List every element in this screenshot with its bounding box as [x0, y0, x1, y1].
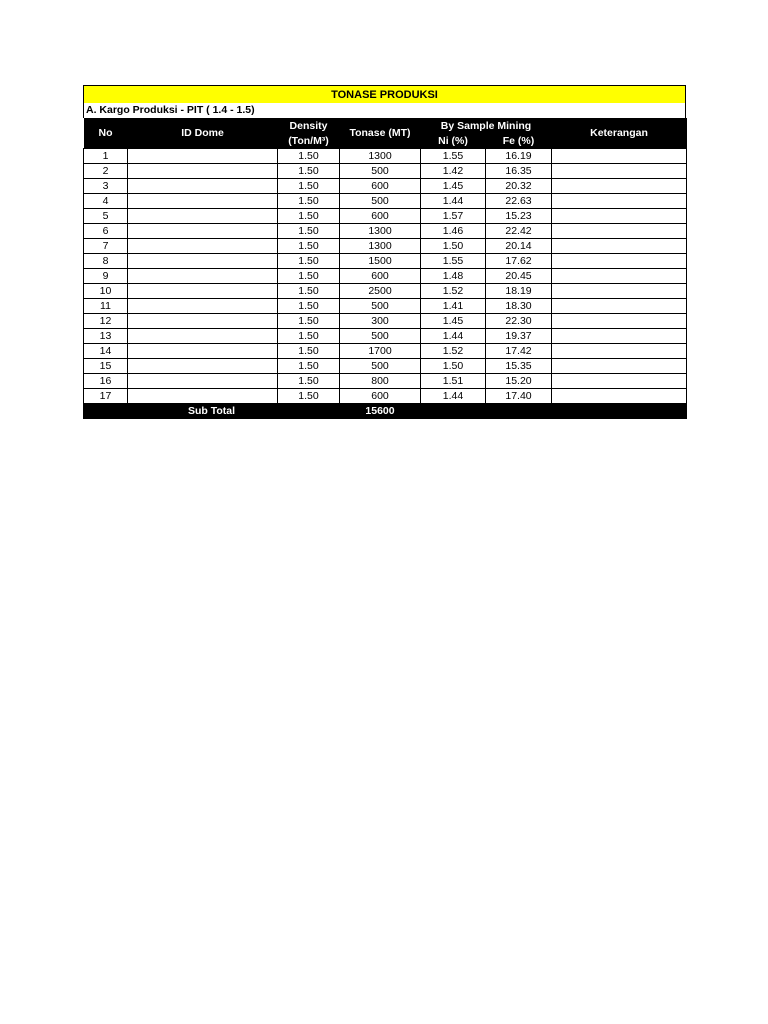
cell-density[interactable]: 1.50	[278, 164, 340, 179]
cell-keterangan[interactable]	[552, 374, 687, 389]
cell-id-dome[interactable]	[128, 224, 278, 239]
cell-density[interactable]: 1.50	[278, 254, 340, 269]
cell-ni[interactable]: 1.55	[421, 254, 486, 269]
cell-no[interactable]: 6	[84, 224, 128, 239]
cell-no[interactable]: 12	[84, 314, 128, 329]
cell-ni[interactable]: 1.51	[421, 374, 486, 389]
cell-no[interactable]: 2	[84, 164, 128, 179]
cell-id-dome[interactable]	[128, 254, 278, 269]
cell-tonase[interactable]: 300	[340, 314, 421, 329]
cell-keterangan[interactable]	[552, 224, 687, 239]
cell-no[interactable]: 8	[84, 254, 128, 269]
cell-tonase[interactable]: 1500	[340, 254, 421, 269]
cell-fe[interactable]: 22.63	[486, 194, 552, 209]
cell-keterangan[interactable]	[552, 314, 687, 329]
cell-tonase[interactable]: 500	[340, 299, 421, 314]
cell-keterangan[interactable]	[552, 344, 687, 359]
cell-id-dome[interactable]	[128, 149, 278, 164]
cell-fe[interactable]: 16.19	[486, 149, 552, 164]
cell-keterangan[interactable]	[552, 329, 687, 344]
cell-density[interactable]: 1.50	[278, 374, 340, 389]
cell-keterangan[interactable]	[552, 254, 687, 269]
cell-tonase[interactable]: 500	[340, 164, 421, 179]
cell-tonase[interactable]: 800	[340, 374, 421, 389]
cell-fe[interactable]: 17.40	[486, 389, 552, 404]
sheet-title: TONASE PRODUKSI	[83, 85, 686, 103]
cell-id-dome[interactable]	[128, 269, 278, 284]
header-density-unit: (Ton/M³)	[278, 133, 340, 149]
header-no: No	[84, 118, 128, 149]
cell-ni[interactable]: 1.50	[421, 239, 486, 254]
cell-ni[interactable]: 1.57	[421, 209, 486, 224]
table-row	[84, 344, 687, 359]
cell-ni[interactable]: 1.44	[421, 194, 486, 209]
cell-no[interactable]: 16	[84, 374, 128, 389]
cell-keterangan[interactable]	[552, 359, 687, 374]
table-body	[84, 149, 687, 404]
cell-ni[interactable]: 1.52	[421, 284, 486, 299]
production-tonnage-sheet	[83, 85, 686, 419]
table-row	[84, 329, 687, 344]
subtotal-row	[84, 404, 687, 419]
cell-density[interactable]: 1.50	[278, 149, 340, 164]
cell-keterangan[interactable]	[552, 389, 687, 404]
header-keterangan: Keterangan	[552, 118, 687, 149]
cell-no[interactable]: 3	[84, 179, 128, 194]
cell-id-dome[interactable]	[128, 329, 278, 344]
table-row	[84, 239, 687, 254]
table-row	[84, 224, 687, 239]
cell-ni[interactable]: 1.44	[421, 329, 486, 344]
cell-ni[interactable]: 1.44	[421, 389, 486, 404]
cell-density[interactable]: 1.50	[278, 329, 340, 344]
table-row	[84, 254, 687, 269]
cell-ni[interactable]: 1.50	[421, 359, 486, 374]
cell-fe[interactable]: 17.42	[486, 344, 552, 359]
cell-no[interactable]: 5	[84, 209, 128, 224]
cell-ni[interactable]: 1.55	[421, 149, 486, 164]
cell-no[interactable]: 14	[84, 344, 128, 359]
cell-no[interactable]: 13	[84, 329, 128, 344]
cell-id-dome[interactable]	[128, 344, 278, 359]
header-fe: Fe (%)	[486, 133, 552, 149]
table-row	[84, 179, 687, 194]
subtotal-label: Sub Total	[84, 404, 340, 419]
table-row	[84, 314, 687, 329]
cell-keterangan[interactable]	[552, 269, 687, 284]
table-row	[84, 209, 687, 224]
cell-density[interactable]: 1.50	[278, 209, 340, 224]
cell-tonase[interactable]: 1700	[340, 344, 421, 359]
cell-fe[interactable]: 16.35	[486, 164, 552, 179]
cell-density[interactable]: 1.50	[278, 269, 340, 284]
cell-density[interactable]: 1.50	[278, 344, 340, 359]
subtotal-tonase: 15600	[340, 404, 421, 419]
cell-density[interactable]: 1.50	[278, 389, 340, 404]
cell-id-dome[interactable]	[128, 284, 278, 299]
cell-keterangan[interactable]	[552, 239, 687, 254]
cell-density[interactable]: 1.50	[278, 359, 340, 374]
header-sample-mining: By Sample Mining	[421, 118, 552, 133]
cell-fe[interactable]: 15.35	[486, 359, 552, 374]
cell-id-dome[interactable]	[128, 374, 278, 389]
cell-tonase[interactable]: 600	[340, 269, 421, 284]
cell-density[interactable]: 1.50	[278, 239, 340, 254]
cell-fe[interactable]: 22.42	[486, 224, 552, 239]
cell-ni[interactable]: 1.41	[421, 299, 486, 314]
cell-ni[interactable]: 1.45	[421, 314, 486, 329]
cell-no[interactable]: 11	[84, 299, 128, 314]
cell-keterangan[interactable]	[552, 284, 687, 299]
header-density: Density	[278, 118, 340, 133]
cell-tonase[interactable]: 500	[340, 359, 421, 374]
table-row	[84, 359, 687, 374]
cell-density[interactable]: 1.50	[278, 299, 340, 314]
cell-no[interactable]: 1	[84, 149, 128, 164]
cell-no[interactable]: 15	[84, 359, 128, 374]
cell-keterangan[interactable]	[552, 149, 687, 164]
cell-density[interactable]: 1.50	[278, 284, 340, 299]
cell-no[interactable]: 9	[84, 269, 128, 284]
table-row	[84, 149, 687, 164]
cell-id-dome[interactable]	[128, 194, 278, 209]
cell-id-dome[interactable]	[128, 209, 278, 224]
cell-tonase[interactable]: 500	[340, 194, 421, 209]
cell-id-dome[interactable]	[128, 164, 278, 179]
cell-keterangan[interactable]	[552, 194, 687, 209]
cell-tonase[interactable]: 2500	[340, 284, 421, 299]
cell-no[interactable]: 17	[84, 389, 128, 404]
cell-density[interactable]: 1.50	[278, 179, 340, 194]
cell-no[interactable]: 7	[84, 239, 128, 254]
section-heading: A. Kargo Produksi - PIT ( 1.4 - 1.5)	[83, 103, 686, 118]
table-row	[84, 284, 687, 299]
cell-ni[interactable]: 1.45	[421, 179, 486, 194]
tonnage-table	[83, 118, 687, 419]
cell-no[interactable]: 4	[84, 194, 128, 209]
cell-id-dome[interactable]	[128, 359, 278, 374]
table-row	[84, 194, 687, 209]
cell-fe[interactable]: 20.32	[486, 179, 552, 194]
subtotal-keterangan	[552, 404, 687, 419]
cell-fe[interactable]: 18.19	[486, 284, 552, 299]
cell-tonase[interactable]: 1300	[340, 239, 421, 254]
cell-tonase[interactable]: 600	[340, 179, 421, 194]
cell-tonase[interactable]: 500	[340, 329, 421, 344]
cell-density[interactable]: 1.50	[278, 194, 340, 209]
table-row	[84, 164, 687, 179]
table-row	[84, 374, 687, 389]
cell-tonase[interactable]: 600	[340, 209, 421, 224]
header-tonase: Tonase (MT)	[340, 118, 421, 149]
cell-fe[interactable]: 20.14	[486, 239, 552, 254]
table-row	[84, 389, 687, 404]
header-id-dome: ID Dome	[128, 118, 278, 149]
cell-id-dome[interactable]	[128, 299, 278, 314]
cell-fe[interactable]: 15.20	[486, 374, 552, 389]
header-ni: Ni (%)	[421, 133, 486, 149]
cell-keterangan[interactable]	[552, 299, 687, 314]
cell-fe[interactable]: 20.45	[486, 269, 552, 284]
cell-id-dome[interactable]	[128, 239, 278, 254]
table-row	[84, 299, 687, 314]
cell-ni[interactable]: 1.42	[421, 164, 486, 179]
cell-tonase[interactable]: 600	[340, 389, 421, 404]
cell-id-dome[interactable]	[128, 389, 278, 404]
cell-density[interactable]: 1.50	[278, 314, 340, 329]
cell-ni[interactable]: 1.48	[421, 269, 486, 284]
cell-keterangan[interactable]	[552, 209, 687, 224]
subtotal-spacer	[421, 404, 552, 419]
cell-id-dome[interactable]	[128, 179, 278, 194]
cell-fe[interactable]: 18.30	[486, 299, 552, 314]
cell-no[interactable]: 10	[84, 284, 128, 299]
cell-fe[interactable]: 22.30	[486, 314, 552, 329]
cell-id-dome[interactable]	[128, 314, 278, 329]
cell-ni[interactable]: 1.46	[421, 224, 486, 239]
cell-keterangan[interactable]	[552, 164, 687, 179]
cell-fe[interactable]: 15.23	[486, 209, 552, 224]
cell-fe[interactable]: 19.37	[486, 329, 552, 344]
cell-fe[interactable]: 17.62	[486, 254, 552, 269]
cell-keterangan[interactable]	[552, 179, 687, 194]
table-row	[84, 269, 687, 284]
cell-tonase[interactable]: 1300	[340, 149, 421, 164]
cell-ni[interactable]: 1.52	[421, 344, 486, 359]
cell-density[interactable]: 1.50	[278, 224, 340, 239]
cell-tonase[interactable]: 1300	[340, 224, 421, 239]
